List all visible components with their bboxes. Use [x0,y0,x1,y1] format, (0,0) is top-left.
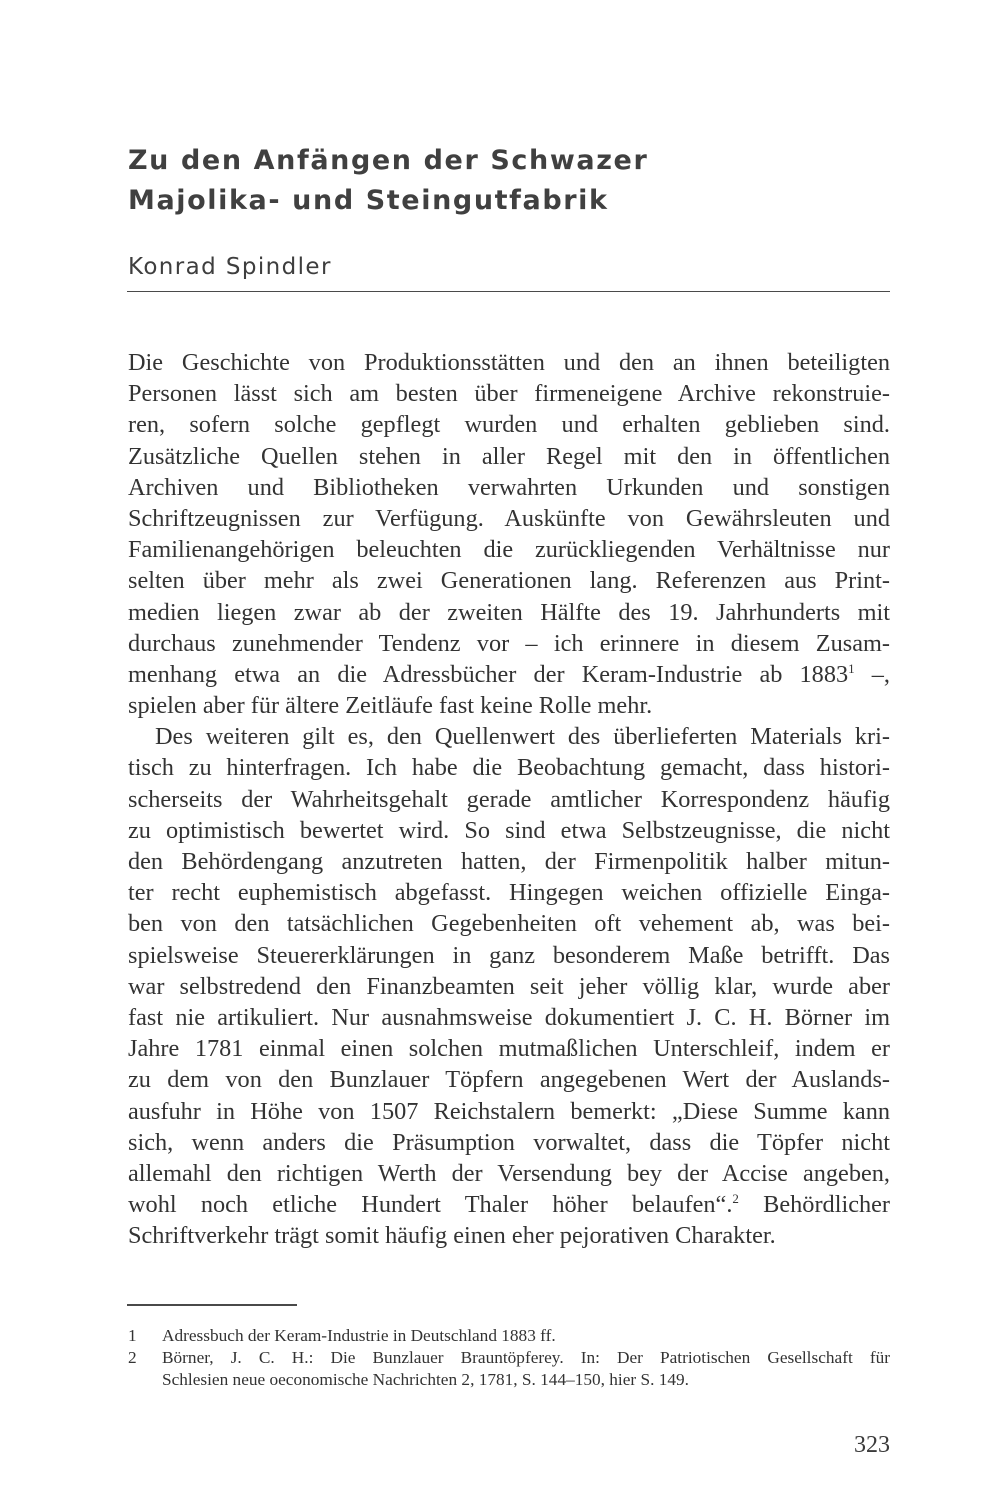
text-line: war selbstredend den Finanzbeamten seit jeher völlig klar, wurde aber [128,972,890,1000]
footnote-text: Adressbuch der Keram-Industrie in Deutschland 1883 ff. [162,1326,556,1345]
text-line [128,659,890,690]
text-line: Schriftzeugnissen zur Verfügung. Auskünfte von Gewährsleuten und [128,504,890,532]
text-segment: wohl noch etliche Hundert Thaler höher belaufen“. [128,1191,733,1219]
paragraph-2 [128,721,890,1251]
text-line: medien liegen zwar ab der zweiten Hälfte des 19. Jahrhunderts mit [128,598,890,626]
article-title [128,141,888,221]
text-line: durchaus zunehmender Tendenz vor – ich erinnere in diesem Zusam- [128,629,890,657]
text-line: zu dem von den Bunzlauer Töpfern angegebenen Wert der Auslands- [128,1066,890,1094]
text-line: sich, wenn anders die Präsumption vorwaltet, dass die Töpfer nicht [128,1128,890,1156]
text-line: Schriftverkehr trägt somit häufig einen eher pejorativen Charakter. [128,1222,776,1250]
text-line: ren, sofern solche gepflegt wurden und erhalten geblieben sind. [128,411,890,439]
text-segment: –, [854,660,890,688]
footnote-divider [127,1304,297,1306]
text-line: spielen aber für ältere Zeitläufe fast keine Rolle mehr. [128,692,653,720]
text-line [128,1189,890,1220]
text-line: Personen lässt sich am besten über firmeneigene Archive rekonstruie- [128,380,890,408]
text-line: scherseits der Wahrheitsgehalt gerade amtlicher Korrespondenz häufig [128,785,890,813]
text-line: Archiven und Bibliotheken verwahrten Urkunden und sonstigen [128,473,890,501]
text-line: den Behördengang anzutreten hatten, der Firmenpolitik halber mitun- [128,848,890,875]
title-line-2: Majolika- und Steingutfabrik [128,185,609,216]
author-divider [127,291,890,292]
footnote-number: 2 [128,1348,137,1367]
text-line: Zusätzliche Quellen stehen in aller Regel mit den in öffentlichen [128,442,890,470]
text-line: Die Geschichte von Produktionsstätten und den an ihnen beteiligten [128,349,890,376]
text-segment: menhang etwa an die Adressbücher der Keram-Industrie ab 1883 [128,660,849,688]
paragraph-1 [128,347,890,721]
page-number: 323 [854,1432,890,1458]
text-line: allemahl den richtigen Werth der Versendung bey der Accise angeben, [128,1159,890,1187]
text-line: spielsweise Steuererklärungen in ganz besonderem Maße betrifft. Das [128,941,890,969]
text-line: Des weiteren gilt es, den Quellenwert des überlieferten Materials kri- [155,723,890,751]
text-line: ter recht euphemistisch abgefasst. Hingegen weichen offizielle Einga- [128,879,890,907]
text-line: Familienangehörigen beleuchten die zurückliegenden Verhältnisse nur [128,536,890,564]
title-line-1: Zu den Anfängen der Schwazer [128,145,649,176]
author-name: Konrad Spindler [128,254,332,280]
footnote-ref-2[interactable]: 2 [732,1191,739,1207]
text-segment: Behördlicher [738,1191,890,1219]
footnote-2 [128,1347,890,1391]
footnote-text: Börner, J. C. H.: Die Bunzlauer Brauntöpferey. In: Der Patriotischen Gesellschaft für [162,1348,890,1367]
body-text [128,347,890,1251]
text-line: Jahre 1781 einmal einen solchen mutmaßlichen Unterschleif, indem er [128,1035,890,1063]
footnote-text: Schlesien neue oeconomische Nachrichten 2, 1781, S. 144–150, hier S. 149. [162,1370,689,1389]
footnote-number: 1 [128,1326,137,1345]
text-line: ausfuhr in Höhe von 1507 Reichstalern bemerkt: „Diese Summe kann [128,1097,890,1125]
footnote-1 [128,1325,890,1347]
text-line: selten über mehr als zwei Generationen lang. Referenzen aus Print- [128,567,890,595]
text-line: fast nie artikuliert. Nur ausnahmsweise dokumentiert J. C. H. Börner im [128,1003,890,1031]
text-line: ben von den tatsächlichen Gegebenheiten oft vehement ab, was bei- [128,910,890,938]
text-line: zu optimistisch bewertet wird. So sind etwa Selbstzeugnisse, die nicht [128,816,890,844]
footnotes [128,1325,890,1391]
footnote-ref-1[interactable]: 1 [848,660,855,676]
text-line: tisch zu hinterfragen. Ich habe die Beobachtung gemacht, dass histori- [128,754,890,782]
